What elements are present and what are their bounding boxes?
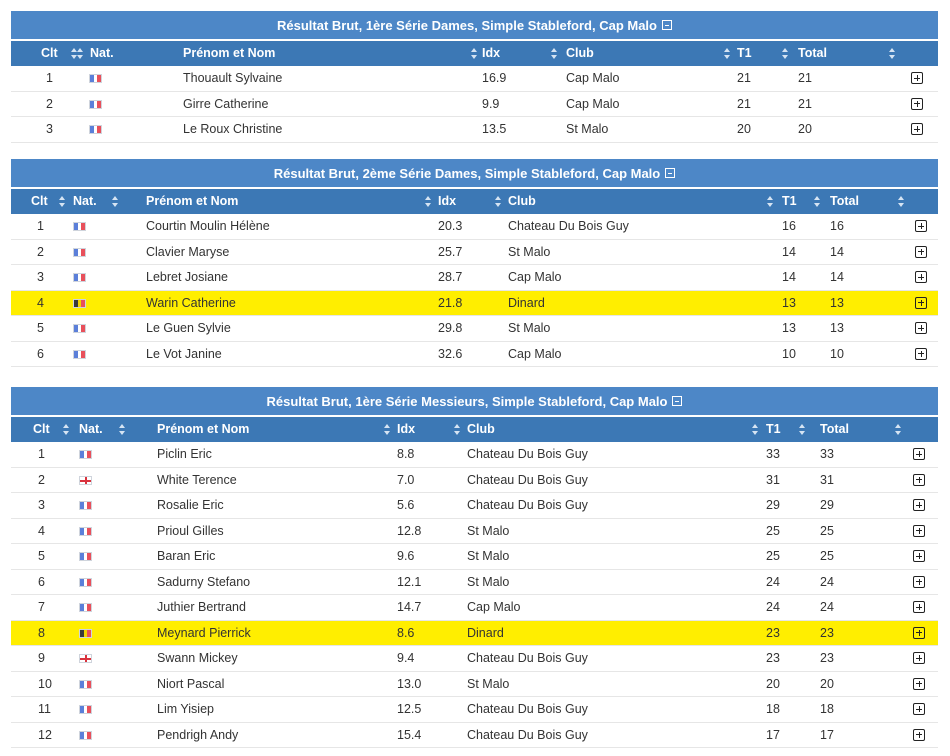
t1-score-cell: 29 <box>766 498 780 512</box>
rank-cell: 2 <box>38 472 45 487</box>
table-row[interactable] <box>11 265 938 291</box>
table-row[interactable] <box>11 468 938 494</box>
table-row[interactable] <box>11 570 938 596</box>
index-cell: 9.9 <box>482 96 500 111</box>
index-cell: 21.8 <box>438 295 463 310</box>
total-score-cell: 24 <box>820 574 834 589</box>
player-name-cell: Rosalie Eric <box>157 498 224 512</box>
column-header-nat[interactable]: Nat. <box>79 422 103 436</box>
club-cell: St Malo <box>467 676 510 691</box>
t1-score-cell: 10 <box>782 346 796 361</box>
index-cell: 32.6 <box>438 346 463 361</box>
total-score-cell: 13 <box>830 295 844 310</box>
index-cell: 15.4 <box>397 727 422 742</box>
index-cell: 13.5 <box>482 122 507 136</box>
expand-row-icon[interactable] <box>913 627 925 639</box>
sort-icon[interactable] <box>71 48 78 59</box>
table-title-text: Résultat Brut, 1ère Série Dames, Simple Stableford, Cap Malo <box>276 17 657 33</box>
flag-en-icon <box>79 476 92 485</box>
total-score-cell: 16 <box>830 219 844 233</box>
club-cell: Chateau Du Bois Guy <box>467 447 588 461</box>
flag-fr-icon <box>79 578 92 587</box>
t1-score-cell: 24 <box>766 600 780 614</box>
index-cell: 9.6 <box>397 549 415 563</box>
rank-cell: 3 <box>37 270 44 284</box>
expand-row-icon[interactable] <box>913 729 925 741</box>
rank-cell: 9 <box>38 651 45 665</box>
t1-score-cell: 24 <box>766 574 780 589</box>
expand-row-icon[interactable] <box>913 525 925 537</box>
club-cell: Chateau Du Bois Guy <box>467 651 588 665</box>
total-score-cell: 21 <box>798 96 812 111</box>
table-row[interactable] <box>11 66 938 92</box>
column-header-clt[interactable]: Clt <box>41 46 58 60</box>
index-cell: 14.7 <box>397 600 422 614</box>
rank-cell: 7 <box>38 600 45 614</box>
sort-icon[interactable] <box>767 196 774 207</box>
total-score-cell: 20 <box>798 122 812 136</box>
rank-cell: 2 <box>37 244 44 259</box>
rank-cell: 4 <box>38 523 45 538</box>
index-cell: 29.8 <box>438 321 463 335</box>
column-header-idx[interactable]: Idx <box>482 46 501 60</box>
player-name-cell: Swann Mickey <box>157 651 238 665</box>
column-header-t1[interactable]: T1 <box>782 194 797 208</box>
club-cell: Chateau Du Bois Guy <box>467 498 588 512</box>
club-cell: Chateau Du Bois Guy <box>467 702 588 716</box>
total-score-cell: 23 <box>820 625 834 640</box>
total-score-cell: 18 <box>820 702 834 716</box>
flag-fr-icon <box>89 74 102 83</box>
sort-icon[interactable] <box>384 424 391 435</box>
table-row[interactable] <box>11 117 938 143</box>
rank-cell: 6 <box>38 574 45 589</box>
table-row[interactable] <box>11 723 938 749</box>
column-header-t1[interactable]: T1 <box>766 422 781 436</box>
flag-fr-icon <box>79 552 92 561</box>
rank-cell: 8 <box>38 625 45 640</box>
sort-icon[interactable] <box>752 424 759 435</box>
rank-cell: 1 <box>38 447 45 461</box>
flag-fr-icon <box>79 527 92 536</box>
club-cell: St Malo <box>467 549 510 563</box>
sort-icon[interactable] <box>454 424 461 435</box>
column-header-club[interactable]: Club <box>508 194 536 208</box>
table-row[interactable] <box>11 316 938 342</box>
table-title <box>11 387 938 415</box>
expand-row-icon[interactable] <box>911 123 923 135</box>
sort-icon[interactable] <box>59 196 66 207</box>
index-cell: 25.7 <box>438 244 463 259</box>
flag-fr-icon <box>79 450 92 459</box>
player-name-cell: Niort Pascal <box>157 676 225 691</box>
flag-en-icon <box>79 654 92 663</box>
collapse-icon[interactable] <box>662 20 672 30</box>
sort-icon[interactable] <box>895 424 902 435</box>
expand-row-icon[interactable] <box>911 98 923 110</box>
rank-cell: 3 <box>38 498 45 512</box>
club-cell: Dinard <box>467 625 504 640</box>
club-cell: Cap Malo <box>566 71 620 85</box>
sort-icon[interactable] <box>814 196 821 207</box>
club-cell: Dinard <box>508 295 545 310</box>
table-row[interactable] <box>11 214 938 240</box>
flag-fr-icon <box>79 603 92 612</box>
index-cell: 12.5 <box>397 702 422 716</box>
t1-score-cell: 13 <box>782 295 796 310</box>
t1-score-cell: 31 <box>766 472 780 487</box>
t1-score-cell: 18 <box>766 702 780 716</box>
t1-score-cell: 20 <box>766 676 780 691</box>
table-row[interactable] <box>11 672 938 698</box>
player-name-cell: Piclin Eric <box>157 447 212 461</box>
table-row[interactable] <box>11 92 938 118</box>
player-name-cell: Lim Yisiep <box>157 702 214 716</box>
sort-icon[interactable] <box>77 48 84 59</box>
table-row[interactable] <box>11 342 938 368</box>
column-header-clt[interactable]: Clt <box>31 194 48 208</box>
table-header <box>11 189 938 214</box>
table-row[interactable] <box>11 544 938 570</box>
expand-row-icon[interactable] <box>913 448 925 460</box>
index-cell: 8.6 <box>397 625 415 640</box>
total-score-cell: 20 <box>820 676 834 691</box>
player-name-cell: Baran Eric <box>157 549 216 563</box>
club-cell: Cap Malo <box>467 600 521 614</box>
sort-icon[interactable] <box>63 424 70 435</box>
player-name-cell: Le Vot Janine <box>146 346 222 361</box>
results-table-2eme-serie-dames <box>11 159 938 367</box>
table-row[interactable] <box>11 291 938 317</box>
t1-score-cell: 14 <box>782 270 796 284</box>
t1-score-cell: 20 <box>737 122 751 136</box>
column-header-idx[interactable]: Idx <box>397 422 416 436</box>
flag-fr-icon <box>79 705 92 714</box>
rank-cell: 10 <box>38 676 52 691</box>
total-score-cell: 21 <box>798 71 812 85</box>
index-cell: 13.0 <box>397 676 422 691</box>
player-name-cell: Warin Catherine <box>146 295 236 310</box>
rank-cell: 5 <box>38 549 45 563</box>
total-score-cell: 31 <box>820 472 834 487</box>
flag-fr-icon <box>79 680 92 689</box>
player-name-cell: Le Roux Christine <box>183 122 283 136</box>
index-cell: 12.1 <box>397 574 422 589</box>
expand-row-icon[interactable] <box>913 550 925 562</box>
column-header-name[interactable]: Prénom et Nom <box>146 194 239 208</box>
sort-icon[interactable] <box>898 196 905 207</box>
table-row[interactable] <box>11 621 938 647</box>
total-score-cell: 14 <box>830 244 844 259</box>
collapse-icon[interactable] <box>665 168 675 178</box>
expand-row-icon[interactable] <box>913 678 925 690</box>
total-score-cell: 14 <box>830 270 844 284</box>
index-cell: 20.3 <box>438 219 463 233</box>
club-cell: Chateau Du Bois Guy <box>467 727 588 742</box>
expand-row-icon[interactable] <box>913 652 925 664</box>
expand-row-icon[interactable] <box>915 348 927 360</box>
total-score-cell: 25 <box>820 549 834 563</box>
flag-fr-icon <box>73 248 86 257</box>
player-name-cell: Pendrigh Andy <box>157 727 239 742</box>
expand-row-icon[interactable] <box>915 220 927 232</box>
rank-cell: 4 <box>37 295 44 310</box>
table-row[interactable] <box>11 519 938 545</box>
rank-cell: 5 <box>37 321 44 335</box>
flag-fr-icon <box>73 222 86 231</box>
player-name-cell: Meynard Pierrick <box>157 625 251 640</box>
player-name-cell: Courtin Moulin Hélène <box>146 219 270 233</box>
total-score-cell: 10 <box>830 346 844 361</box>
index-cell: 8.8 <box>397 447 415 461</box>
sort-icon[interactable] <box>799 424 806 435</box>
flag-fr-icon <box>79 501 92 510</box>
rank-cell: 6 <box>37 346 44 361</box>
t1-score-cell: 16 <box>782 219 796 233</box>
expand-row-icon[interactable] <box>915 322 927 334</box>
sort-icon[interactable] <box>471 48 478 59</box>
t1-score-cell: 13 <box>782 321 796 335</box>
club-cell: St Malo <box>508 321 551 335</box>
table-row[interactable] <box>11 595 938 621</box>
rank-cell: 3 <box>46 122 53 136</box>
total-score-cell: 23 <box>820 651 834 665</box>
expand-row-icon[interactable] <box>915 246 927 258</box>
flag-be-icon <box>79 629 92 638</box>
t1-score-cell: 14 <box>782 244 796 259</box>
total-score-cell: 29 <box>820 498 834 512</box>
t1-score-cell: 17 <box>766 727 780 742</box>
flag-fr-icon <box>89 100 102 109</box>
column-header-idx[interactable]: Idx <box>438 194 457 208</box>
player-name-cell: Juthier Bertrand <box>157 600 246 614</box>
sort-icon[interactable] <box>782 48 789 59</box>
t1-score-cell: 21 <box>737 96 751 111</box>
club-cell: Chateau Du Bois Guy <box>508 219 629 233</box>
column-header-nat[interactable]: Nat. <box>90 46 114 60</box>
player-name-cell: White Terence <box>157 472 237 487</box>
rank-cell: 12 <box>38 727 52 742</box>
club-cell: Chateau Du Bois Guy <box>467 472 588 487</box>
table-row[interactable] <box>11 442 938 468</box>
table-row[interactable] <box>11 646 938 672</box>
sort-icon[interactable] <box>425 196 432 207</box>
sort-icon[interactable] <box>724 48 731 59</box>
table-title-text: Résultat Brut, 1ère Série Messieurs, Simple Stableford, Cap Malo <box>266 393 668 409</box>
t1-score-cell: 33 <box>766 447 780 461</box>
sort-icon[interactable] <box>119 424 126 435</box>
column-header-name[interactable]: Prénom et Nom <box>157 422 250 436</box>
index-cell: 9.4 <box>397 651 415 665</box>
club-cell: St Malo <box>467 574 510 589</box>
index-cell: 28.7 <box>438 270 463 284</box>
flag-fr-icon <box>73 324 86 333</box>
club-cell: Cap Malo <box>508 270 562 284</box>
player-name-cell: Prioul Gilles <box>157 523 224 538</box>
club-cell: Cap Malo <box>566 96 620 111</box>
table-title <box>11 159 938 187</box>
expand-row-icon[interactable] <box>913 703 925 715</box>
club-cell: St Malo <box>467 523 510 538</box>
total-score-cell: 25 <box>820 523 834 538</box>
table-title <box>11 11 938 39</box>
expand-row-icon[interactable] <box>913 601 925 613</box>
t1-score-cell: 23 <box>766 625 780 640</box>
total-score-cell: 33 <box>820 447 834 461</box>
column-header-club[interactable]: Club <box>467 422 495 436</box>
index-cell: 16.9 <box>482 71 507 85</box>
club-cell: St Malo <box>508 244 551 259</box>
sort-icon[interactable] <box>112 196 119 207</box>
player-name-cell: Le Guen Sylvie <box>146 321 231 335</box>
results-table-1ere-serie-dames <box>11 11 938 143</box>
column-header-nat[interactable]: Nat. <box>73 194 97 208</box>
club-cell: Cap Malo <box>508 346 562 361</box>
column-header-total[interactable]: Total <box>820 422 849 436</box>
player-name-cell: Thouault Sylvaine <box>183 71 283 85</box>
total-score-cell: 13 <box>830 321 844 335</box>
player-name-cell: Lebret Josiane <box>146 270 229 284</box>
t1-score-cell: 21 <box>737 71 751 85</box>
expand-row-icon[interactable] <box>913 474 925 486</box>
column-header-clt[interactable]: Clt <box>33 422 50 436</box>
column-header-total[interactable]: Total <box>830 194 859 208</box>
table-row[interactable] <box>11 697 938 723</box>
table-header <box>11 41 938 66</box>
player-name-cell: Clavier Maryse <box>146 244 230 259</box>
index-cell: 12.8 <box>397 523 422 538</box>
total-score-cell: 24 <box>820 600 834 614</box>
index-cell: 7.0 <box>397 472 415 487</box>
table-row[interactable] <box>11 240 938 266</box>
table-header <box>11 417 938 442</box>
collapse-icon[interactable] <box>672 396 682 406</box>
column-header-name[interactable]: Prénom et Nom <box>183 46 276 60</box>
expand-row-icon[interactable] <box>915 297 927 309</box>
total-score-cell: 17 <box>820 727 834 742</box>
flag-fr-icon <box>73 350 86 359</box>
column-header-total[interactable]: Total <box>798 46 827 60</box>
results-table-1ere-serie-messieurs <box>11 387 938 748</box>
rank-cell: 11 <box>38 702 51 716</box>
table-title-text: Résultat Brut, 2ème Série Dames, Simple Stableford, Cap Malo <box>273 165 661 181</box>
column-header-club[interactable]: Club <box>566 46 594 60</box>
player-name-cell: Girre Catherine <box>183 96 269 111</box>
expand-row-icon[interactable] <box>915 271 927 283</box>
rank-cell: 1 <box>46 71 53 85</box>
expand-row-icon[interactable] <box>911 72 923 84</box>
t1-score-cell: 25 <box>766 549 780 563</box>
club-cell: St Malo <box>566 122 609 136</box>
table-row[interactable] <box>11 493 938 519</box>
index-cell: 5.6 <box>397 498 415 512</box>
t1-score-cell: 25 <box>766 523 780 538</box>
expand-row-icon[interactable] <box>913 576 925 588</box>
flag-fr-icon <box>79 731 92 740</box>
t1-score-cell: 23 <box>766 651 780 665</box>
flag-fr-icon <box>73 273 86 282</box>
column-header-t1[interactable]: T1 <box>737 46 752 60</box>
sort-icon[interactable] <box>495 196 502 207</box>
rank-cell: 2 <box>46 96 53 111</box>
flag-be-icon <box>73 299 86 308</box>
expand-row-icon[interactable] <box>913 499 925 511</box>
rank-cell: 1 <box>37 219 44 233</box>
player-name-cell: Sadurny Stefano <box>157 574 251 589</box>
flag-fr-icon <box>89 125 102 134</box>
sort-icon[interactable] <box>889 48 896 59</box>
sort-icon[interactable] <box>551 48 558 59</box>
